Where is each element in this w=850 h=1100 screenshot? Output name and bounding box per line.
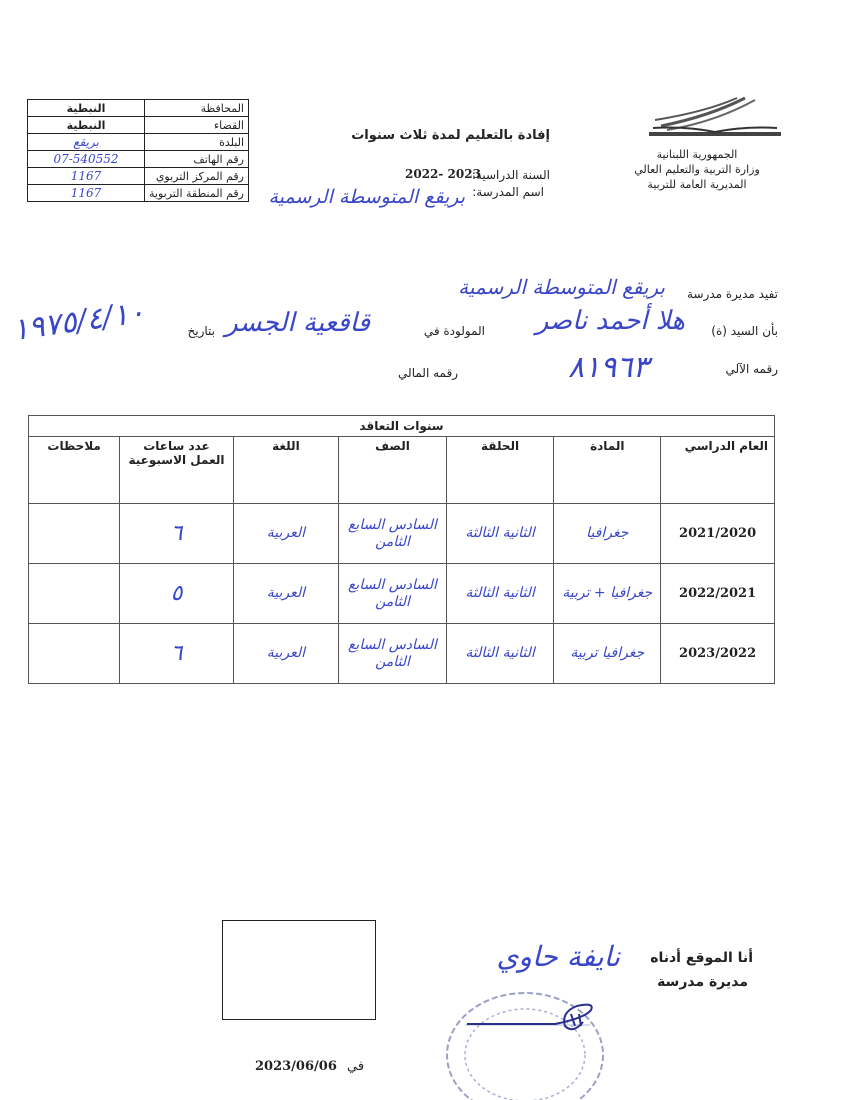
- cell-notes: [29, 564, 120, 624]
- header-school-year: العام الدراسي: [661, 437, 775, 504]
- signer-label: أنا الموقع أدناه: [650, 950, 753, 966]
- photo-box: [222, 920, 376, 1020]
- signer-title: مديرة مدرسة: [657, 974, 748, 990]
- cell-language: العربية: [233, 564, 339, 624]
- info-row: [28, 185, 249, 202]
- birth-date-value: ١٩٧٥/٤/١٠: [10, 294, 147, 349]
- info-value: بريقع: [28, 134, 145, 151]
- info-label: البلدة: [145, 134, 249, 151]
- school-year-value: 2022- 2023: [405, 167, 481, 181]
- info-label: رقم الهاتف: [145, 151, 249, 168]
- footer-date: [255, 1059, 364, 1074]
- info-row: [28, 168, 249, 185]
- cell-grade: السادس السابع الثامن: [339, 564, 447, 624]
- signature-name: نايفة حاوي: [496, 940, 620, 973]
- info-value: النبطية: [28, 100, 145, 117]
- info-value: 1167: [28, 168, 145, 185]
- financial-number-label: رقمه المالي: [398, 366, 458, 380]
- signature-stroke: [465, 1000, 605, 1040]
- info-row: [28, 117, 249, 134]
- cell-hours: ٦: [120, 504, 233, 564]
- born-value: قاقعية الجسر: [225, 308, 370, 338]
- info-row: [28, 100, 249, 117]
- info-label: القضاء: [145, 117, 249, 134]
- footer-date-value: 2023/06/06: [255, 1059, 337, 1074]
- cell-subject: جغرافيا: [554, 504, 661, 564]
- school-name-value: بريقع المتوسطة الرسمية: [268, 186, 465, 208]
- auto-number-value: ٨١٩٦٣: [568, 350, 649, 385]
- header-grade: الصف: [339, 437, 447, 504]
- info-label: رقم المنطقة التربوية: [145, 185, 249, 202]
- info-row: [28, 151, 249, 168]
- info-table: [27, 99, 249, 202]
- school-year-label: السنة الدراسية:: [471, 168, 550, 182]
- born-label: المولودة في: [423, 324, 485, 338]
- footer-date-prefix: في: [347, 1059, 365, 1074]
- school-name-label: اسم المدرسة:: [472, 185, 544, 199]
- table-row: [29, 564, 775, 624]
- cell-year: 2021/2020: [661, 504, 775, 564]
- table-row: [29, 504, 775, 564]
- cell-hours: ٦: [120, 624, 233, 684]
- cell-year: 2023/2022: [661, 624, 775, 684]
- cell-subject: جغرافيا تربية: [554, 624, 661, 684]
- header-weekly-hours: عدد ساعات العمل الاسبوعية: [120, 437, 233, 504]
- info-value: 1167: [28, 185, 145, 202]
- person-value: هلا أحمد ناصر: [535, 306, 685, 336]
- date-label: بتاريخ: [187, 324, 215, 338]
- ministry-block: [622, 147, 772, 192]
- table-row: [29, 624, 775, 684]
- intro-value: بريقع المتوسطة الرسمية: [458, 275, 665, 299]
- document-title: إفادة بالتعليم لمدة ثلاث سنوات: [351, 128, 550, 143]
- contract-table-title: سنوات التعاقد: [29, 416, 775, 437]
- cell-cycle: الثانية الثالثة: [446, 624, 554, 684]
- cell-subject: جغرافيا + تربية: [554, 564, 661, 624]
- ministry-line1: الجمهورية اللبنانية: [656, 148, 738, 161]
- info-label: المحافظة: [145, 100, 249, 117]
- header-cycle: الحلقة: [446, 437, 554, 504]
- info-label: رقم المركز التربوي: [145, 168, 249, 185]
- cell-grade: السادس السابع الثامن: [339, 504, 447, 564]
- cell-year: 2022/2021: [661, 564, 775, 624]
- contract-table: [28, 415, 775, 684]
- person-label: بأن السيد (ة): [711, 324, 778, 338]
- cell-cycle: الثانية الثالثة: [446, 564, 554, 624]
- cell-language: العربية: [233, 504, 339, 564]
- intro-label: تفيد مديرة مدرسة: [687, 287, 778, 301]
- cell-hours: ٥: [120, 564, 233, 624]
- ministry-line3: المديرية العامة للتربية: [647, 178, 747, 191]
- header-notes: ملاحظات: [29, 437, 120, 504]
- auto-number-label: رقمه الآلي: [725, 362, 778, 376]
- contract-header-row: [29, 437, 775, 504]
- ministry-logo: [645, 82, 785, 140]
- cell-grade: السادس السابع الثامن: [339, 624, 447, 684]
- info-value: النبطية: [28, 117, 145, 134]
- info-row: [28, 134, 249, 151]
- cell-notes: [29, 624, 120, 684]
- header-language: اللغة: [233, 437, 339, 504]
- header-subject: المادة: [554, 437, 661, 504]
- cell-cycle: الثانية الثالثة: [446, 504, 554, 564]
- info-value: 07-540552: [28, 151, 145, 168]
- ministry-line2: وزارة التربية والتعليم العالي: [634, 163, 760, 176]
- cell-language: العربية: [233, 624, 339, 684]
- cell-notes: [29, 504, 120, 564]
